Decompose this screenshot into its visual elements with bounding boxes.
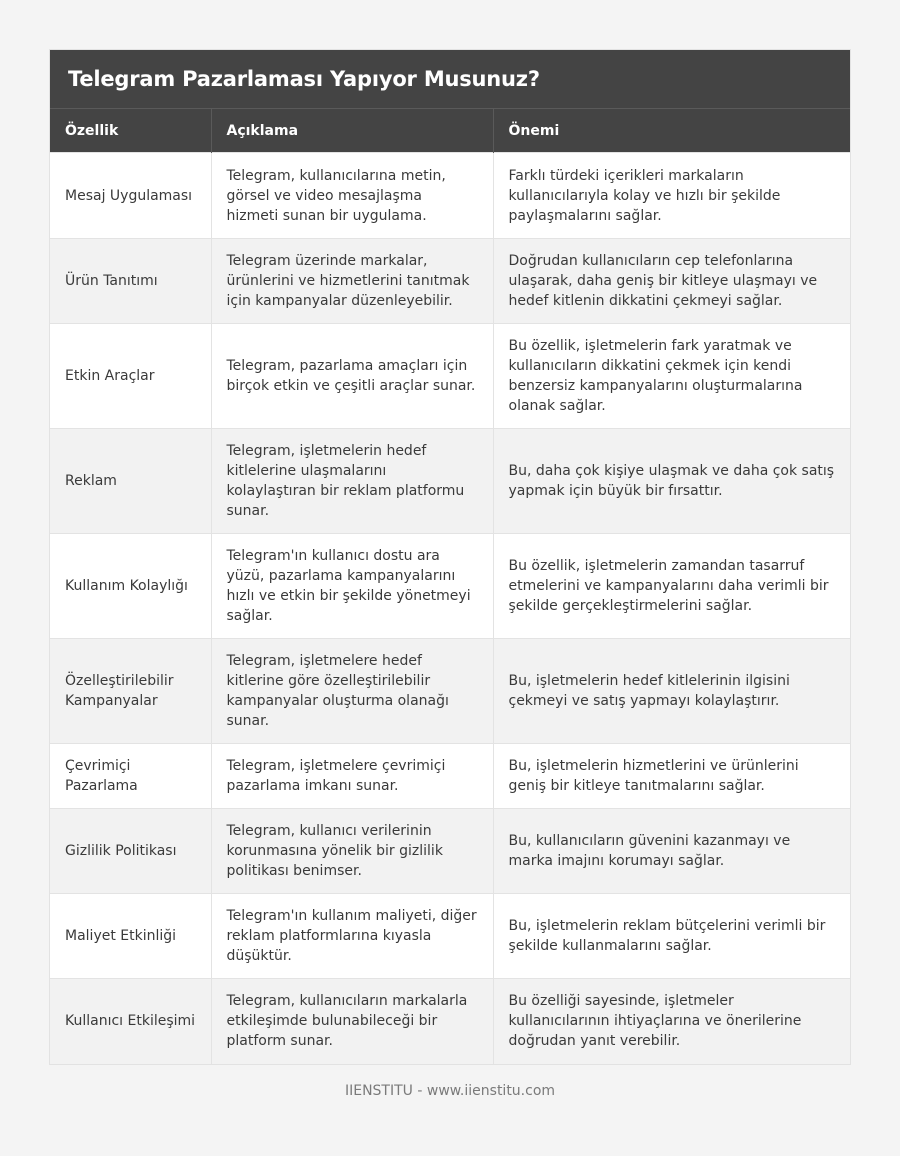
- cell-importance: Bu özellik, işletmelerin fark yaratmak ve kullanıcıların dikkatini çekmek için kendi benzersiz kampanyalarını oluşturmalarına olanak sağlar.: [493, 324, 850, 429]
- cell-description: Telegram'ın kullanım maliyeti, diğer reklam platformlarına kıyasla düşüktür.: [211, 894, 493, 979]
- cell-importance: Bu, kullanıcıların güvenini kazanmayı ve marka imajını korumayı sağlar.: [493, 809, 850, 894]
- cell-importance: Doğrudan kullanıcıların cep telefonlarına ulaşarak, daha geniş bir kitleye ulaşmayı ve hedef kitlenin dikkatini çekmeyi sağlar.: [493, 239, 850, 324]
- cell-description: Telegram, işletmelerin hedef kitlelerine ulaşmalarını kolaylaştıran bir reklam platformu sunar.: [211, 429, 493, 534]
- cell-description: Telegram'ın kullanıcı dostu ara yüzü, pazarlama kampanyalarını hızlı ve etkin bir şekilde yönetmeyi sağlar.: [211, 534, 493, 639]
- table-row: [50, 744, 850, 809]
- table-row: [50, 809, 850, 894]
- cell-description: Telegram, işletmelere çevrimiçi pazarlama imkanı sunar.: [211, 744, 493, 809]
- cell-feature: Reklam: [50, 429, 211, 534]
- cell-description: Telegram, kullanıcı verilerinin korunmasına yönelik bir gizlilik politikası benimser.: [211, 809, 493, 894]
- cell-description: Telegram, kullanıcılarına metin, görsel ve video mesajlaşma hizmeti sunan bir uygulama.: [211, 153, 493, 239]
- cell-importance: Bu özellik, işletmelerin zamandan tasarruf etmelerini ve kampanyalarını daha verimli bir şekilde gerçekleştirmelerini sağlar.: [493, 534, 850, 639]
- cell-description: Telegram, pazarlama amaçları için birçok etkin ve çeşitli araçlar sunar.: [211, 324, 493, 429]
- cell-feature: Kullanıcı Etkileşimi: [50, 979, 211, 1064]
- cell-feature: Mesaj Uygulaması: [50, 153, 211, 239]
- features-table: [50, 108, 850, 1064]
- cell-description: Telegram, işletmelere hedef kitlerine göre özelleştirilebilir kampanyalar oluşturma olanağı sunar.: [211, 639, 493, 744]
- table-row: [50, 324, 850, 429]
- table-row: [50, 534, 850, 639]
- cell-feature: Çevrimiçi Pazarlama: [50, 744, 211, 809]
- cell-feature: Maliyet Etkinliği: [50, 894, 211, 979]
- column-header-description: Açıklama: [211, 109, 493, 153]
- cell-description: Telegram üzerinde markalar, ürünlerini ve hizmetlerini tanıtmak için kampanyalar düzenleyebilir.: [211, 239, 493, 324]
- table-row: [50, 153, 850, 239]
- cell-importance: Bu özelliği sayesinde, işletmeler kullanıcılarının ihtiyaçlarına ve önerilerine doğrudan yanıt verebilir.: [493, 979, 850, 1064]
- cell-feature: Etkin Araçlar: [50, 324, 211, 429]
- cell-importance: Bu, işletmelerin hedef kitlelerinin ilgisini çekmeyi ve satış yapmayı kolaylaştırır.: [493, 639, 850, 744]
- cell-description: Telegram, kullanıcıların markalarla etkileşimde bulunabileceği bir platform sunar.: [211, 979, 493, 1064]
- cell-importance: Farklı türdeki içerikleri markaların kullanıcılarıyla kolay ve hızlı bir şekilde paylaşmalarını sağlar.: [493, 153, 850, 239]
- table-row: [50, 239, 850, 324]
- cell-feature: Ürün Tanıtımı: [50, 239, 211, 324]
- cell-importance: Bu, daha çok kişiye ulaşmak ve daha çok satış yapmak için büyük bir fırsattır.: [493, 429, 850, 534]
- table-row: [50, 979, 850, 1064]
- table-row: [50, 639, 850, 744]
- content-card: [50, 50, 850, 1064]
- cell-importance: Bu, işletmelerin reklam bütçelerini verimli bir şekilde kullanmalarını sağlar.: [493, 894, 850, 979]
- table-row: [50, 894, 850, 979]
- table-row: [50, 429, 850, 534]
- cell-feature: Özelleştirilebilir Kampanyalar: [50, 639, 211, 744]
- cell-feature: Kullanım Kolaylığı: [50, 534, 211, 639]
- footer-credit: IIENSTITU - www.iienstitu.com: [344, 1083, 556, 1099]
- table-header-row: [50, 109, 850, 153]
- cell-feature: Gizlilik Politikası: [50, 809, 211, 894]
- column-header-importance: Önemi: [493, 109, 850, 153]
- column-header-feature: Özellik: [50, 109, 211, 153]
- page-title: Telegram Pazarlaması Yapıyor Musunuz?: [50, 50, 850, 108]
- cell-importance: Bu, işletmelerin hizmetlerini ve ürünlerini geniş bir kitleye tanıtmalarını sağlar.: [493, 744, 850, 809]
